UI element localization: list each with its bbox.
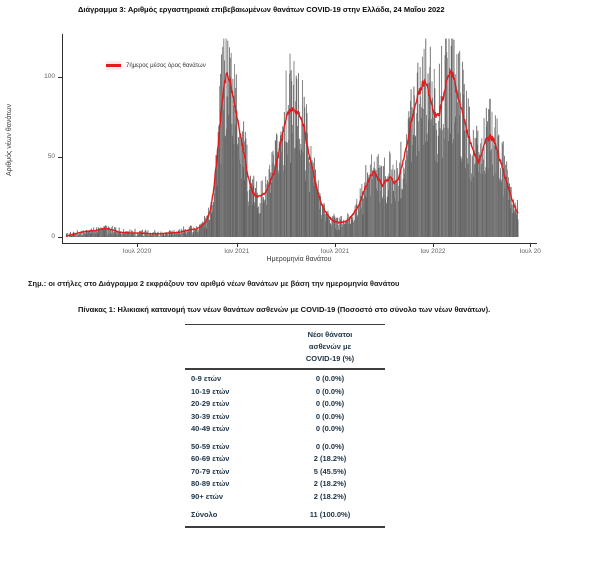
age-group-cell: 30-39 ετών xyxy=(191,411,230,421)
x-tick-label: Ιουλ 2020 xyxy=(122,248,152,255)
deaths-chart xyxy=(0,0,600,270)
y-tick-label: 100 xyxy=(44,73,55,80)
table-header-line: COVID-19 (%) xyxy=(305,354,355,363)
header-rule xyxy=(185,368,385,370)
deaths-value-cell: 11 (100.0%) xyxy=(309,510,351,519)
table-row xyxy=(185,374,385,387)
deaths-value-cell: 0 (0.0%) xyxy=(315,424,345,433)
table-header-line: ασθενών με xyxy=(308,342,352,351)
table-body xyxy=(185,374,385,523)
chart-footnote: Σημ.: οι στήλες στο Διάγραμμα 2 εκφράζουν τον αριθμό νέων θανάτων με βάση την ημερομηνία θανάτου xyxy=(28,279,400,288)
y-tick-label: 0 xyxy=(51,233,55,240)
deaths-value-cell: 2 (18.2%) xyxy=(313,454,347,463)
table-bottom-rule xyxy=(185,526,385,528)
table-row xyxy=(185,399,385,412)
x-tick-label: Ιαν 2021 xyxy=(224,248,250,255)
table-row xyxy=(185,454,385,467)
x-tick-label: Ιουλ 20 xyxy=(519,248,541,255)
deaths-value-cell: 0 (0.0%) xyxy=(315,441,345,451)
table-row xyxy=(185,479,385,492)
table-column-header xyxy=(260,329,400,365)
table-title: Πίνακας 1: Ηλικιακή κατανομή των νέων θανάτων ασθενών με COVID-19 (Ποσοστό στο σύνολο των νέων θανάτων). xyxy=(78,305,491,314)
table-row xyxy=(185,467,385,480)
y-tick-mark xyxy=(58,237,62,238)
x-tick-mark xyxy=(237,243,238,247)
x-tick-mark xyxy=(137,243,138,247)
y-tick-mark xyxy=(58,157,62,158)
legend-line-key xyxy=(106,61,121,70)
x-axis-label: Ημερομηνία θανάτου xyxy=(266,256,332,263)
age-group-cell: 50-59 ετών xyxy=(191,441,230,451)
age-group-cell: Σύνολο xyxy=(191,510,218,519)
age-group-cell: 60-69 ετών xyxy=(191,454,230,463)
deaths-value-cell: 0 (0.0%) xyxy=(315,399,345,408)
y-tick-mark xyxy=(58,77,62,78)
y-tick-label: 50 xyxy=(47,153,55,160)
age-group-cell: 20-29 ετών xyxy=(191,399,230,408)
x-tick-mark xyxy=(433,243,434,247)
chart-title: Διάγραμμα 3: Αριθμός εργαστηριακά επιβεβαιωμένων θανάτων COVID-19 στην Ελλάδα, 24 Μαΐου 2022 xyxy=(78,5,445,14)
age-group-cell: 90+ ετών xyxy=(191,491,224,501)
chart-legend xyxy=(103,60,209,71)
x-tick-label: Ιουλ 2021 xyxy=(320,248,350,255)
legend-label: 7ήμερος μέσος όρος θανάτων xyxy=(126,62,206,69)
red-line-icon xyxy=(106,64,121,67)
age-group-cell: 0-9 ετών xyxy=(191,374,222,383)
age-distribution-table xyxy=(185,324,385,528)
age-group-cell: 80-89 ετών xyxy=(191,479,230,488)
y-axis-label: Αριθμός νέων θανάτων xyxy=(6,104,13,176)
table-row xyxy=(185,510,385,523)
x-tick-mark xyxy=(530,243,531,247)
deaths-value-cell: 0 (0.0%) xyxy=(315,411,345,421)
age-group-cell: 10-19 ετών xyxy=(191,386,230,396)
deaths-value-cell: 2 (18.2%) xyxy=(313,491,347,501)
x-tick-label: Ιαν 2022 xyxy=(420,248,446,255)
deaths-value-cell: 2 (18.2%) xyxy=(313,479,347,488)
table-row xyxy=(185,412,385,425)
table-row xyxy=(185,492,385,505)
deaths-value-cell: 0 (0.0%) xyxy=(315,374,345,383)
table-row xyxy=(185,424,385,437)
table-header-line: Νέοι θάνατοι xyxy=(307,330,353,339)
table-row xyxy=(185,387,385,400)
table-row xyxy=(185,442,385,455)
deaths-value-cell: 0 (0.0%) xyxy=(315,386,345,396)
x-tick-mark xyxy=(335,243,336,247)
deaths-value-cell: 5 (45.5%) xyxy=(313,466,347,476)
age-group-cell: 40-49 ετών xyxy=(191,424,230,433)
age-group-cell: 70-79 ετών xyxy=(191,466,230,476)
axis-ticks-layer xyxy=(0,0,600,270)
